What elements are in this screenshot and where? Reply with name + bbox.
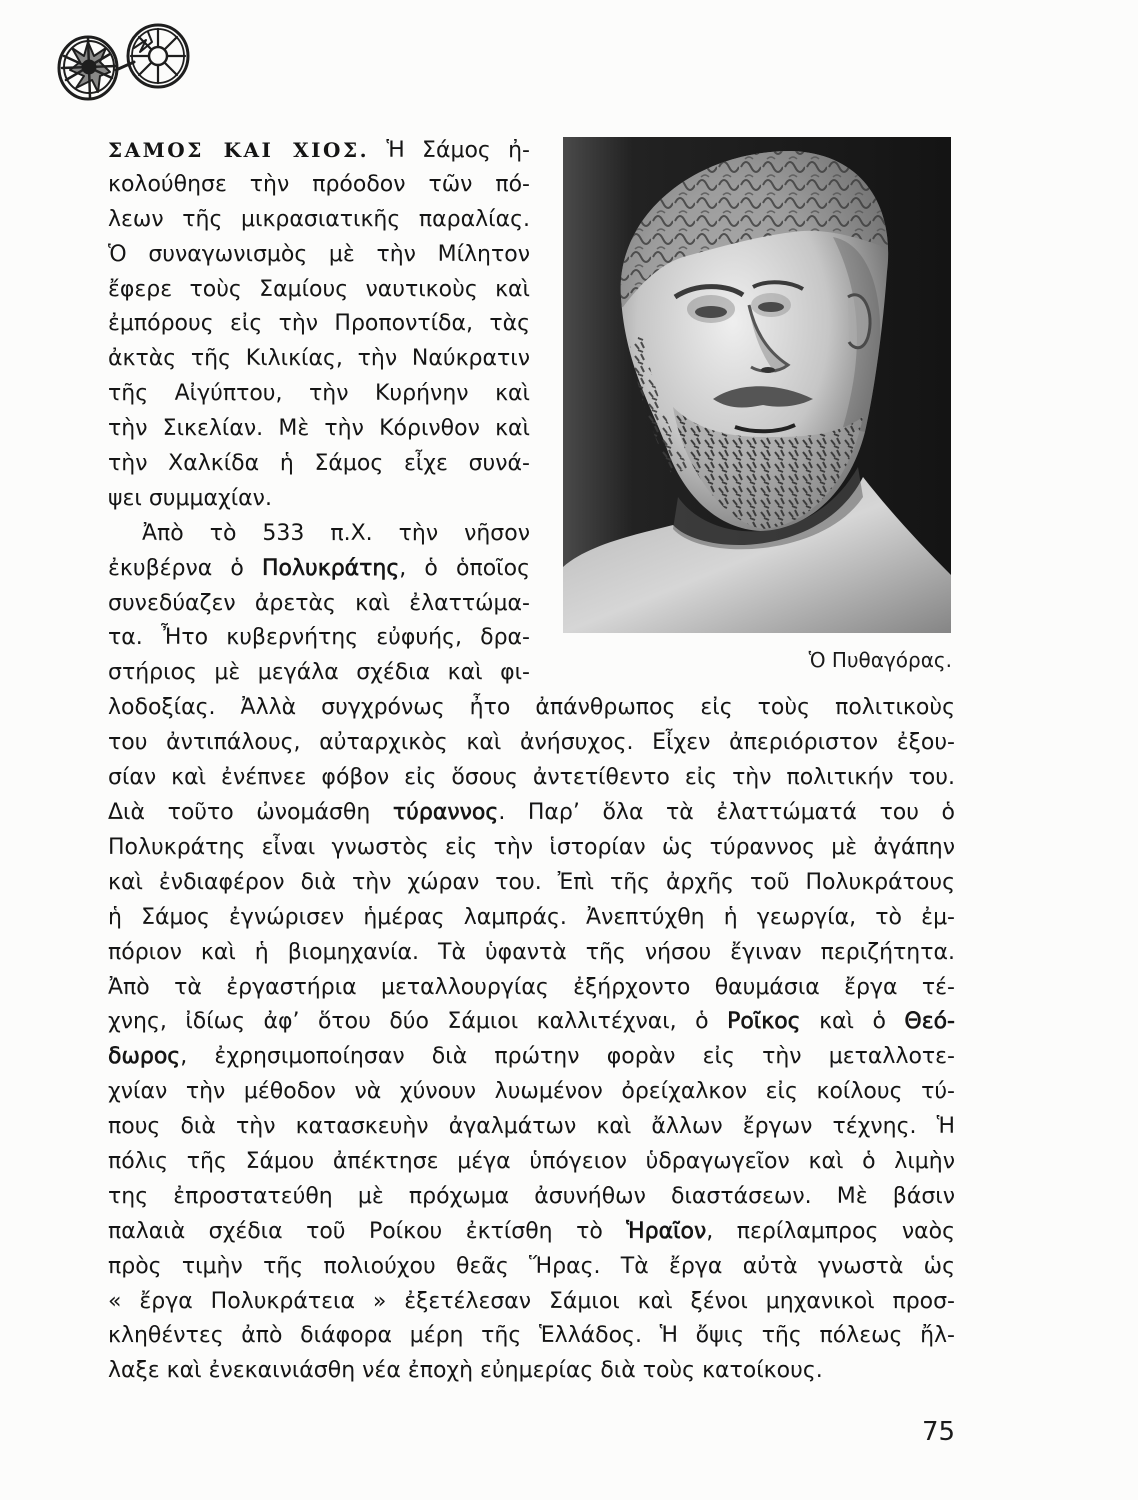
text-run: Ἡ Σάμος ἠ- — [369, 138, 530, 163]
text-line — [108, 971, 955, 1006]
text-run: Πολυκράτης εἶναι γνωστὸς εἰς τὴν ἱστορίαν ὡς τύραννος μὲ ἀγάπην — [108, 834, 955, 860]
text-line — [108, 866, 955, 901]
text-run: , περίλαμπρος ναὸς — [706, 1218, 956, 1244]
text-run: χνίαν τὴν μέθοδον νὰ χύνουν λυωμένον ὀρείχαλκον εἰς κοίλους τύ- — [108, 1079, 955, 1105]
text-line — [108, 1145, 955, 1180]
text-line — [108, 342, 530, 377]
text-run: τῆς Αἰγύπτου, τὴν Κυρήνην καὶ — [108, 381, 530, 407]
figure-caption: Ὁ Πυθαγόρας. — [808, 648, 952, 672]
text-run: της ἐπροστατεύθη μὲ πρόχωμα ἀσυνήθων διαστάσεων. Μὲ βάσιν — [108, 1183, 955, 1209]
text-run: χνης, ἰδίως ἀφ’ ὅτου δύο Σάμιοι καλλιτέχναι, ὁ — [108, 1009, 728, 1035]
text-line — [108, 168, 530, 203]
text-column-beside-figure — [108, 133, 530, 691]
text-run: ἔφερε τοὺς Σαμίους ναυτικοὺς καὶ — [108, 276, 530, 302]
text-run: λεων τῆς μικρασιατικῆς παραλίας. — [108, 206, 530, 232]
text-run: πρὸς τιμὴν τῆς πολιούχου θεᾶς Ἥρας. Τὰ ἔργα αὐτὰ γνωστὰ ὡς — [108, 1253, 955, 1279]
text-run: πόλις τῆς Σάμου ἀπέκτησε μέγα ὑπόγειον ὑδραγωγεῖον καὶ ὁ λιμὴν — [108, 1148, 955, 1174]
text-run: πους διὰ τὴν κατασκευὴν ἀγαλμάτων καὶ ἄλλων ἔργων τέχνης. Ἡ — [108, 1114, 955, 1140]
text-line — [108, 901, 955, 936]
text-run: ἐκυβέρνα ὁ — [108, 555, 262, 581]
text-line — [108, 412, 530, 447]
emphasized-term: Θεό- — [904, 1009, 955, 1035]
text-line — [108, 1110, 955, 1145]
text-line — [108, 621, 530, 656]
text-line — [108, 587, 530, 622]
text-line — [108, 691, 955, 726]
text-run: ἀκτὰς τῆς Κιλικίας, τὴν Ναύκρατιν — [108, 346, 530, 372]
text-line — [108, 726, 955, 761]
text-run: παλαιὰ σχέδια τοῦ Ροίκου ἐκτίσθη τὸ — [108, 1218, 627, 1244]
text-column-full-width — [108, 691, 955, 1389]
text-run: , ἐχρησιμοποίησαν διὰ πρώτην φορὰν εἰς τὴν μεταλλοτε- — [180, 1044, 955, 1070]
text-line — [108, 1075, 955, 1110]
text-line — [108, 482, 530, 517]
text-run: λοδοξίας. Ἀλλὰ συγχρόνως ἦτο ἀπάνθρωπος εἰς τοὺς πολιτικοὺς — [108, 695, 955, 721]
text-run: Ἀπὸ τὰ ἐργαστήρια μεταλλουργίας ἐξήρχοντο θαυμάσια ἔργα τέ- — [108, 974, 955, 1000]
text-run: σίαν καὶ ἐνέπνεε φόβον εἰς ὅσους ἀντετίθεντο εἰς τὴν πολιτικήν του. — [108, 765, 955, 791]
text-line — [108, 552, 530, 587]
text-line — [108, 1250, 955, 1285]
text-run: κληθέντες ἀπὸ διάφορα μέρη τῆς Ἑλλάδος. Ἡ ὄψις τῆς πόλεως ἤλ- — [108, 1323, 955, 1349]
text-run: του ἀντιπάλους, αὐταρχικὸς καὶ ἀνήσυχος. Εἶχεν ἀπεριόριστον ἐξου- — [108, 730, 955, 756]
text-line — [108, 761, 955, 796]
text-run: ἐμπόρους εἰς τὴν Προποντίδα, τὰς — [108, 311, 530, 337]
left-wheel-scribble — [59, 37, 117, 99]
text-line — [108, 1215, 955, 1250]
text-line — [108, 1005, 955, 1040]
text-run: ψει συμμαχίαν. — [108, 485, 272, 511]
text-line — [108, 273, 530, 308]
text-line — [108, 1180, 955, 1215]
text-line — [108, 307, 530, 342]
text-line — [108, 936, 955, 971]
text-line — [108, 831, 955, 866]
pythagoras-bust-photo — [563, 137, 951, 633]
text-run: τα. Ἦτο κυβερνήτης εὐφυής, δρα- — [108, 625, 530, 651]
emphasized-term: Πολυκράτης — [262, 555, 400, 581]
right-wheel-scribble — [128, 25, 188, 87]
text-line — [108, 656, 530, 691]
text-line — [108, 447, 530, 482]
text-run: Ἀπὸ τὸ 533 π.Χ. τὴν νῆσον — [142, 520, 530, 546]
text-run: « ἔργα Πολυκράτεια » ἐξετέλεσαν Σάμιοι καὶ ξένοι μηχανικοὶ προσ- — [108, 1288, 955, 1314]
text-run: ἡ Σάμος ἐγνώρισεν ἡμέρας λαμπράς. Ἀνεπτύχθη ἡ γεωργία, τὸ ἐμ- — [108, 904, 955, 930]
page-number: 75 — [922, 1417, 956, 1447]
text-line — [108, 377, 530, 412]
text-run: . Παρ’ ὅλα τὰ ἐλαττώματά του ὁ — [498, 800, 955, 826]
text-line — [108, 133, 530, 168]
emphasized-term: Ἡραῖον — [626, 1218, 707, 1244]
text-line — [108, 517, 530, 552]
text-run: Ὁ συναγωνισμὸς μὲ τὴν Μίλητον — [108, 241, 530, 267]
text-run: κολούθησε τὴν πρόοδον τῶν πό- — [108, 171, 530, 197]
text-line — [108, 1319, 955, 1354]
text-line — [108, 238, 530, 273]
text-run: καὶ ἐνδιαφέρον διὰ τὴν χώραν του. Ἐπὶ τῆς ἀρχῆς τοῦ Πολυκράτους — [108, 869, 955, 895]
text-run: πόριον καὶ ἡ βιομηχανία. Τὰ ὑφαντὰ τῆς νήσου ἔγιναν περιζήτητα. — [108, 939, 955, 965]
emphasized-term: δωρος — [108, 1044, 181, 1070]
text-run: συνεδύαζεν ἀρετὰς καὶ ἐλαττώμα- — [108, 590, 530, 616]
text-run: τὴν Χαλκίδα ἡ Σάμος εἶχε συνά- — [108, 451, 530, 477]
text-line — [108, 1285, 955, 1320]
text-line — [108, 203, 530, 238]
emphasized-term: Ροῖκος — [727, 1009, 801, 1035]
text-line — [108, 796, 955, 831]
ink-doodle — [50, 18, 200, 113]
text-run: καὶ ὁ — [800, 1009, 905, 1035]
text-run: τὴν Σικελίαν. Μὲ τὴν Κόρινθον καὶ — [108, 416, 530, 442]
section-heading: ΣΑΜΟΣ ΚΑΙ ΧΙΟΣ. — [108, 138, 370, 162]
text-line — [108, 1354, 955, 1389]
text-run: , ὁ ὁποῖος — [399, 555, 530, 581]
text-run: λαξε καὶ ἐνεκαινιάσθη νέα ἐποχὴ εὐημερίας διὰ τοὺς κατοίκους. — [108, 1358, 823, 1384]
text-run: Διὰ τοῦτο ὠνομάσθη — [108, 800, 393, 826]
text-line — [108, 1040, 955, 1075]
text-run: στήριος μὲ μεγάλα σχέδια καὶ φι- — [108, 660, 530, 686]
emphasized-term: τύραννος — [392, 800, 499, 826]
